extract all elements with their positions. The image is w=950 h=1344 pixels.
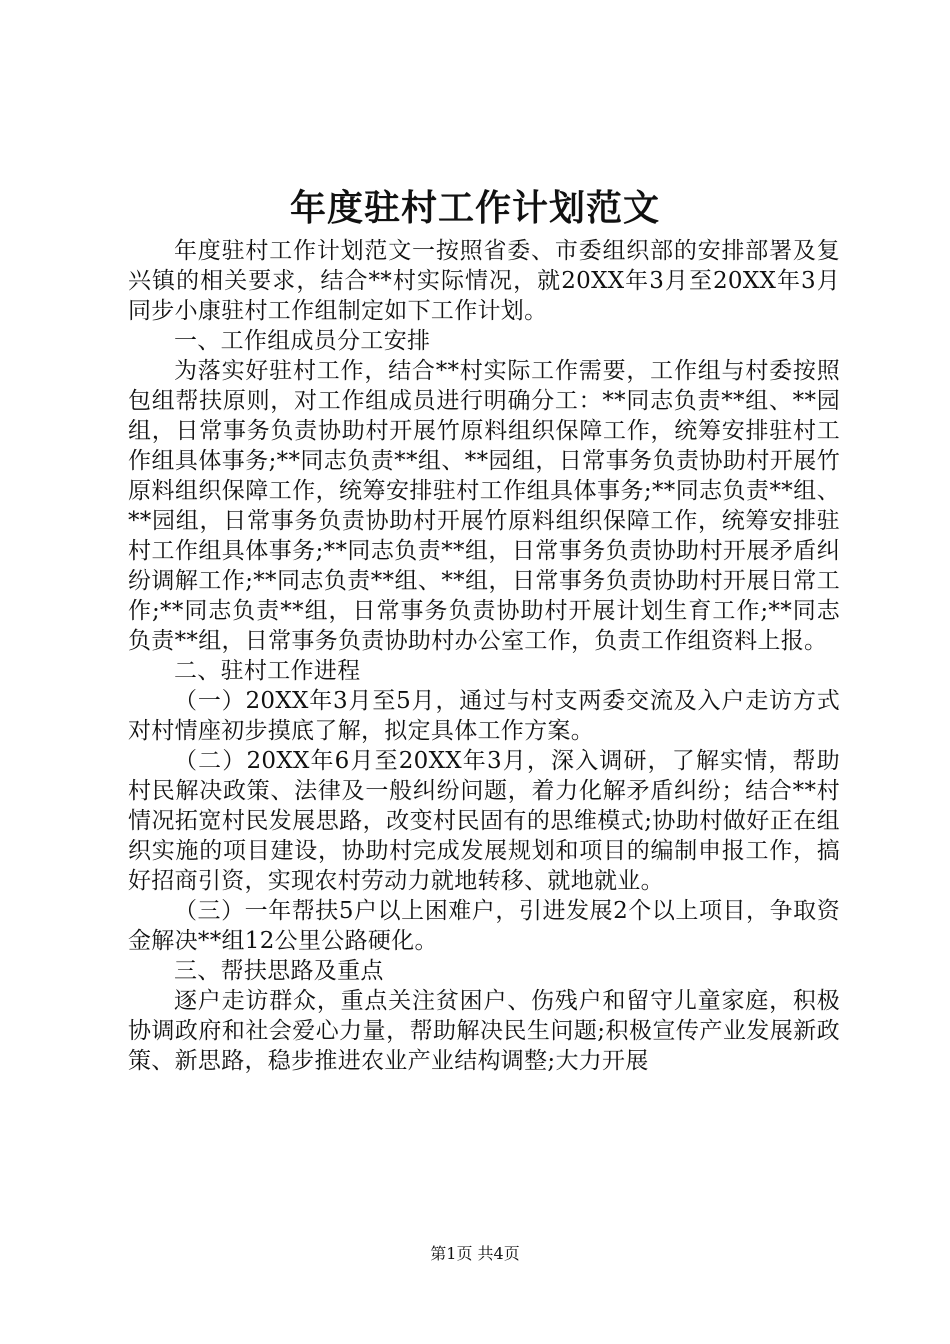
- body-paragraph: 为落实好驻村工作，结合**村实际工作需要，工作组与村委按照包组帮扶原则，对工作组成员进行明确分工：**同志负责**组、**园组，日常事务负责协助村开展竹原料组织保障工作，统筹安排驻村工作组具体事务;**同志负责**组、**园组，日常事务负责协助村开展竹原料组织保障工作，统筹安排驻村工作组具体事务;**同志负责**组、**园组，日常事务负责协助村开展竹原料组织保障工作，统筹安排驻村工作组具体事务;**同志负责**组，日常事务负责协助村开展矛盾纠纷调解工作;**同志负责**组、**组，日常事务负责协助村开展日常工作;**同志负责**组，日常事务负责协助村开展计划生育工作;**同志负责**组，日常事务负责协助村办公室工作，负责工作组资料上报。: [128, 358, 840, 654]
- body-paragraph: 逐户走访群众，重点关注贫困户、伤残户和留守儿童家庭，积极协调政府和社会爱心力量，帮助解决民生问题;积极宣传产业发展新政策、新思路，稳步推进农业产业结构调整;大力开展: [128, 988, 840, 1074]
- page-footer: 第1页 共4页: [430, 1244, 520, 1263]
- document-body: [128, 236, 840, 1076]
- section-heading: 一、工作组成员分工安排: [174, 328, 431, 354]
- intro-paragraph: 年度驻村工作计划范文一按照省委、市委组织部的安排部署及复兴镇的相关要求，结合**村实际情况，就20XX年3月至20XX年3月同步小康驻村工作组制定如下工作计划。: [128, 238, 840, 324]
- body-paragraph: （三）一年帮扶5户以上困难户，引进发展2个以上项目，争取资金解决**组12公里公路硬化。: [128, 898, 840, 954]
- body-paragraph: （一）20XX年3月至5月，通过与村支两委交流及入户走访方式对村情座初步摸底了解，拟定具体工作方案。: [128, 688, 840, 744]
- document-title: 年度驻村工作计划范文: [289, 187, 660, 229]
- body-paragraph: （二）20XX年6月至20XX年3月，深入调研，了解实情，帮助村民解决政策、法律及一般纠纷问题，着力化解矛盾纠纷；结合**村情况拓宽村民发展思路，改变村民固有的思维模式;协助村做好正在组织实施的项目建设，协助村完成发展规划和项目的编制申报工作，搞好招商引资，实现农村劳动力就地转移、就地就业。: [128, 748, 840, 894]
- section-heading: 二、驻村工作进程: [174, 658, 361, 684]
- section-heading: 三、帮扶思路及重点: [174, 958, 384, 984]
